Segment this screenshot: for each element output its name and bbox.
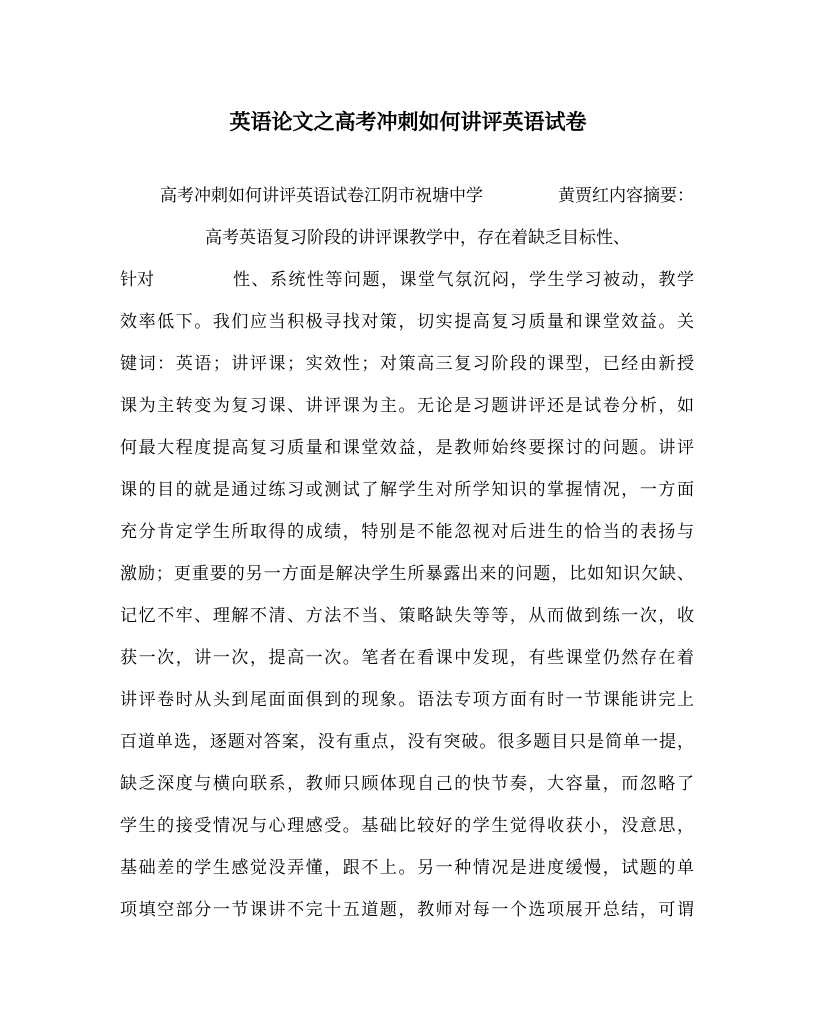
body-line: 课的目的就是通过练习或测试了解学生对所学知识的掌握情况，一方面: [120, 480, 694, 500]
body-line: 缺乏深度与横向联系，教师只顾体现自己的快节奏，大容量，而忽略了: [120, 774, 694, 794]
body-line: 项填空部分一节课讲不完十五道题，教师对每一个选项展开总结，可谓: [120, 900, 694, 920]
abstract-line: 高考英语复习阶段的讲评课教学中，存在着缺乏目标性、: [205, 228, 630, 248]
author-line-right: 黄贾红内容摘要：: [558, 186, 694, 206]
body-line-fragment-left: 针对: [120, 270, 154, 290]
body-line: 百道单选，逐题对答案，没有重点，没有突破。很多题目只是简单一提，: [120, 732, 694, 752]
body-line: 学生的接受情况与心理感受。基础比较好的学生觉得收获小，没意思，: [120, 816, 694, 836]
author-line-left: 高考冲刺如何讲评英语试卷江阴市祝塘中学: [160, 186, 483, 206]
body-line: 基础差的学生感觉没弄懂，跟不上。另一种情况是进度缓慢，试题的单: [120, 858, 694, 878]
body-line: 讲评卷时从头到尾面面俱到的现象。语法专项方面有时一节课能讲完上: [120, 690, 694, 710]
body-line: 记忆不牢、理解不清、方法不当、策略缺失等等，从而做到练一次，收: [120, 606, 694, 626]
body-line: 键词：英语；讲评课；实效性；对策高三复习阶段的课型，已经由新授: [120, 354, 694, 374]
body-line: 充分肯定学生所取得的成绩，特别是不能忽视对后进生的恰当的表扬与: [120, 522, 694, 542]
body-line: 激励；更重要的另一方面是解决学生所暴露出来的问题，比如知识欠缺、: [120, 564, 694, 584]
document-title: 英语论文之高考冲刺如何讲评英语试卷: [229, 109, 587, 134]
body-line: 何最大程度提高复习质量和课堂效益，是教师始终要探讨的问题。讲评: [120, 438, 694, 458]
body-line: 效率低下。我们应当积极寻找对策，切实提高复习质量和课堂效益。关: [120, 312, 694, 332]
body-line: 课为主转变为复习课、讲评课为主。无论是习题讲评还是试卷分析，如: [120, 396, 694, 416]
body-line-fragment-right: 性、系统性等问题，课堂气氛沉闷，学生学习被动，教学: [233, 270, 694, 290]
body-line: 获一次，讲一次，提高一次。笔者在看课中发现，有些课堂仍然存在着: [120, 648, 694, 668]
